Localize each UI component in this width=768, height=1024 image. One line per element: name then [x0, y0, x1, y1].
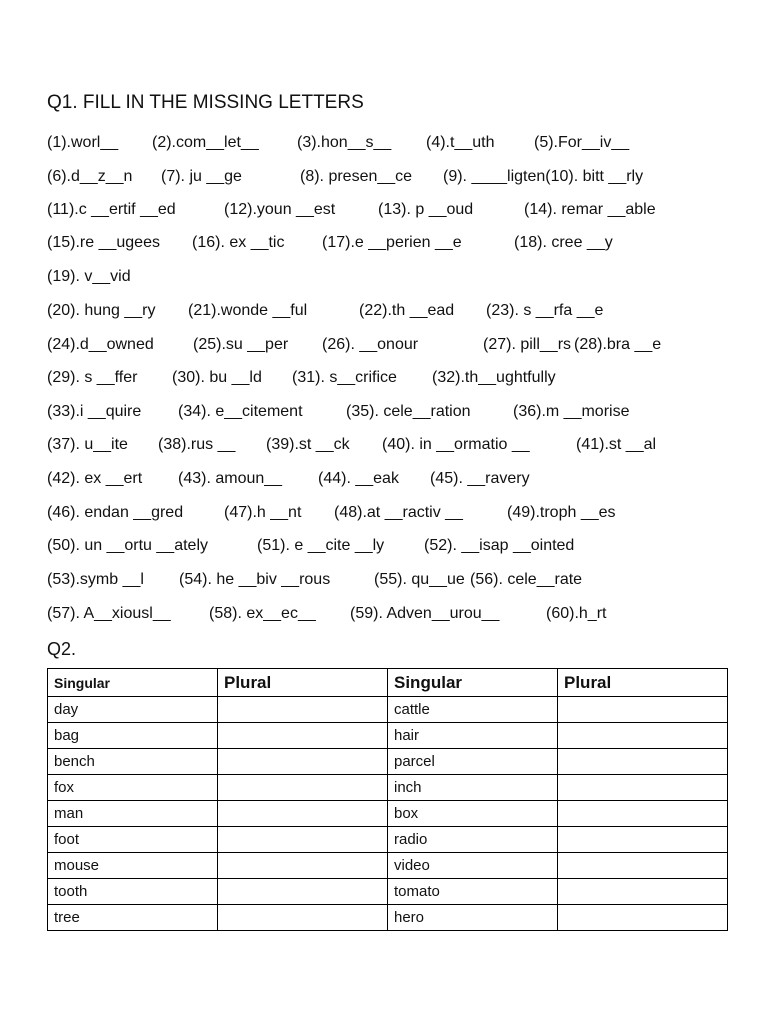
q1-item: (35). cele__ration	[346, 403, 471, 420]
q1-item: (7). ju __ge	[161, 168, 242, 185]
q1-line	[0, 301, 768, 321]
q1-item: (22).th __ead	[359, 302, 455, 319]
singular-cell: hero	[388, 905, 558, 931]
plural-blank-cell	[218, 827, 388, 853]
q1-item: (9). ____ligten	[443, 168, 546, 185]
header-singular: Singular	[48, 669, 218, 697]
q1-item: (18). cree __y	[514, 234, 613, 251]
q1-item: (25).su __per	[193, 336, 289, 353]
q1-item: (46). endan __gred	[47, 504, 184, 521]
plural-blank-cell	[218, 697, 388, 723]
q1-item: (49).troph __es	[507, 504, 616, 521]
q1-item: (6).d__z__n	[47, 168, 133, 185]
table-row	[48, 775, 728, 801]
q1-item: (38).rus __	[158, 436, 236, 453]
singular-cell: bench	[48, 749, 218, 775]
table-row	[48, 827, 728, 853]
q1-line	[0, 503, 768, 523]
q1-item: (17).e __perien __e	[322, 234, 462, 251]
plural-blank-cell	[558, 801, 728, 827]
q1-item: (60).h_rt	[546, 605, 607, 622]
q1-item: (10). bitt __rly	[545, 168, 644, 185]
q1-line	[0, 200, 768, 220]
q1-item: (11).c __ertif __ed	[47, 201, 176, 218]
table-row	[48, 723, 728, 749]
singular-cell: bag	[48, 723, 218, 749]
header-plural: Plural	[558, 669, 728, 697]
q1-line	[0, 267, 768, 287]
q1-line	[0, 368, 768, 388]
q1-item: (41).st __al	[576, 436, 657, 453]
q1-item: (5).For__iv__	[534, 134, 630, 151]
plural-blank-cell	[218, 723, 388, 749]
table-header-row	[48, 669, 728, 697]
q1-item: (23). s __rfa __e	[486, 302, 604, 319]
q1-item: (2).com__let__	[152, 134, 259, 151]
q1-item: (44). __eak	[318, 470, 399, 487]
table-row	[48, 853, 728, 879]
table-row	[48, 697, 728, 723]
q2-title: Q2.	[47, 639, 77, 659]
table-row	[48, 801, 728, 827]
plural-blank-cell	[558, 723, 728, 749]
q1-item: (16). ex __tic	[192, 234, 285, 251]
singular-cell: video	[388, 853, 558, 879]
q1-item: (20). hung __ry	[47, 302, 156, 319]
plural-blank-cell	[218, 801, 388, 827]
q1-item: (58). ex__ec__	[209, 605, 316, 622]
q1-item: (28).bra __e	[574, 336, 662, 353]
q1-line	[0, 536, 768, 556]
q1-item: (53).symb __l	[47, 571, 144, 588]
q1-item-group	[443, 167, 643, 187]
singular-cell: cattle	[388, 697, 558, 723]
q1-item: (8). presen__ce	[300, 168, 413, 185]
plural-blank-cell	[218, 879, 388, 905]
plural-blank-cell	[558, 749, 728, 775]
q1-line	[0, 604, 768, 624]
singular-cell: box	[388, 801, 558, 827]
singular-cell: day	[48, 697, 218, 723]
header-plural: Plural	[218, 669, 388, 697]
q1-line	[0, 133, 768, 153]
plural-blank-cell	[218, 853, 388, 879]
q1-item: (3).hon__s__	[297, 134, 392, 151]
q1-item: (45). __ravery	[430, 470, 530, 487]
q1-item: (12).youn __est	[224, 201, 336, 218]
q1-item: (37). u__ite	[47, 436, 128, 453]
q1-line	[0, 167, 768, 187]
q1-item: (43). amoun__	[178, 470, 283, 487]
plural-blank-cell	[558, 697, 728, 723]
q1-item: (40). in __ormatio __	[382, 436, 530, 453]
q1-line	[0, 469, 768, 489]
q1-item: (4).t__uth	[426, 134, 495, 151]
q1-item: (27). pill__rs	[483, 336, 572, 353]
q1-item: (19). v__vid	[47, 268, 131, 285]
singular-cell: mouse	[48, 853, 218, 879]
q1-title: Q1. FILL IN THE MISSING LETTERS	[47, 92, 364, 113]
singular-cell: tomato	[388, 879, 558, 905]
q1-item: (42). ex __ert	[47, 470, 143, 487]
table-row	[48, 905, 728, 931]
q1-line	[0, 402, 768, 422]
header-singular: Singular	[388, 669, 558, 697]
q1-line	[0, 233, 768, 253]
singular-cell: parcel	[388, 749, 558, 775]
plural-blank-cell	[558, 853, 728, 879]
q1-item: (24).d__owned	[47, 336, 154, 353]
plural-blank-cell	[218, 905, 388, 931]
q1-item: (14). remar __able	[524, 201, 656, 218]
q1-line	[0, 435, 768, 455]
q1-item: (36).m __morise	[513, 403, 630, 420]
q1-item: (51). e __cite __ly	[257, 537, 385, 554]
table-row	[48, 749, 728, 775]
q1-item: (50). un __ortu __ately	[47, 537, 208, 554]
q1-item: (48).at __ractiv __	[334, 504, 463, 521]
q1-item: (47).h __nt	[224, 504, 302, 521]
q1-line	[0, 570, 768, 590]
q1-item: (31). s__crifice	[292, 369, 397, 386]
q1-item: (55). qu__ue	[374, 571, 465, 588]
q1-item: (39).st __ck	[266, 436, 350, 453]
q1-item: (59). Adven__urou__	[350, 605, 500, 622]
singular-cell: radio	[388, 827, 558, 853]
singular-plural-table	[47, 668, 728, 931]
q1-item: (52). __isap __ointed	[424, 537, 575, 554]
singular-cell: tree	[48, 905, 218, 931]
plural-blank-cell	[558, 879, 728, 905]
q1-item: (56). cele__rate	[470, 571, 583, 588]
q1-line	[0, 335, 768, 355]
q1-item: (57). A__xiousl__	[47, 605, 171, 622]
q1-item: (26). __onour	[322, 336, 419, 353]
singular-cell: man	[48, 801, 218, 827]
singular-cell: hair	[388, 723, 558, 749]
singular-cell: foot	[48, 827, 218, 853]
plural-blank-cell	[558, 905, 728, 931]
singular-cell: fox	[48, 775, 218, 801]
table-row	[48, 879, 728, 905]
q1-item: (30). bu __ld	[172, 369, 262, 386]
singular-cell: tooth	[48, 879, 218, 905]
q1-item: (21).wonde __ful	[188, 302, 308, 319]
plural-blank-cell	[218, 749, 388, 775]
q1-item: (15).re __ugees	[47, 234, 160, 251]
q1-item: (54). he __biv __rous	[179, 571, 331, 588]
plural-blank-cell	[558, 775, 728, 801]
singular-cell: inch	[388, 775, 558, 801]
q1-item: (33).i __quire	[47, 403, 142, 420]
plural-blank-cell	[218, 775, 388, 801]
q1-item: (29). s __ffer	[47, 369, 138, 386]
plural-blank-cell	[558, 827, 728, 853]
q1-item: (32).th__ughtfully	[432, 369, 556, 386]
q1-item: (13). p __oud	[378, 201, 474, 218]
q1-item: (34). e__citement	[178, 403, 303, 420]
q1-item: (1).worl__	[47, 134, 119, 151]
